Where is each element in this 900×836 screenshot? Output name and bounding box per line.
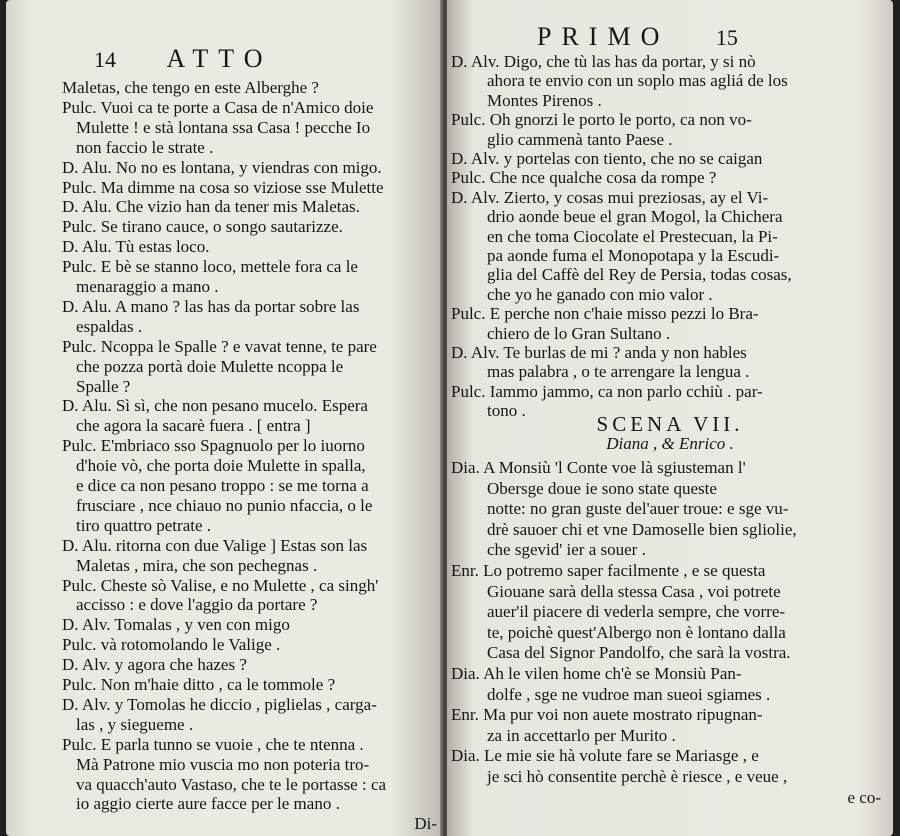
text-line: Pulc. Non m'haie ditto , ca le tommole ?	[62, 675, 336, 694]
text-line: Casa del Signor Pandolfo, che sarà la vostra.	[487, 643, 791, 663]
text-line: che yo he ganado con mio valor .	[487, 284, 713, 304]
text-line: Pulc. Ncoppa le Spalle ? e vavat tenne, te pare	[62, 336, 377, 356]
scene-title: SCENA VII.	[596, 412, 744, 436]
text-line: Pulc. Ma dimme na cosa so viziose sse Mulette	[62, 177, 384, 197]
text-line: ahora te envio con un soplo mas agliá de los	[487, 71, 788, 91]
text-line: e co-	[847, 787, 881, 807]
text-line: D. Alv. y agora che hazes ?	[62, 655, 247, 675]
text-line: tono .	[487, 401, 526, 421]
left-head-title: ATTO	[166, 44, 273, 73]
text-line: Dia. Le mie sie hà volute fare se Mariasge , e	[451, 746, 759, 766]
text-line: D. Alu. No no es lontana, y viendras con migo.	[62, 157, 382, 177]
scene-characters: Diana , & Enrico .	[606, 434, 734, 453]
text-line: Enr. Lo potremo saper facilmente , e se questa	[451, 561, 766, 580]
text-line: menaraggio a mano .	[76, 277, 219, 296]
text-line: non faccio le strate .	[76, 137, 214, 157]
text-line: Di-	[414, 814, 437, 834]
text-line: dolfe , sge ne vudroe man sueoi sgiames .	[487, 684, 771, 704]
text-line: Mà Patrone mio vuscia mo non poteria tro-	[76, 754, 370, 774]
text-line: espaldas .	[76, 316, 143, 336]
text-line: Maletas , mira, che son pechegnas .	[76, 555, 318, 575]
text-line: Pulc. Se tirano cauce, o songo sautarizze.	[62, 217, 343, 237]
text-line: Spalle ?	[76, 376, 131, 396]
text-line: D. Alu. ritorna con due Valige ] Estas son las	[62, 535, 368, 555]
text-line: Dia. A Monsiù 'l Conte voe là sgiusteman l'	[451, 458, 746, 477]
text-line: Montes Pirenos .	[487, 90, 602, 110]
text-line: Pulc. E parla tunno se vuoie , che te ntenna .	[62, 734, 364, 754]
left-page-number: 14	[94, 47, 116, 72]
text-line: Pulc. Vuoi ca te porte a Casa de n'Amico doie	[62, 97, 374, 117]
text-line: che agora la sacarè fuera . [ entra ]	[76, 416, 311, 436]
text-line: Obersge doue ie sono state queste	[487, 478, 717, 498]
text-line: D. Alv. Zierto, y cosas mui preziosas, ay el Vi-	[451, 187, 769, 207]
text-line: va quacch'auto Vastaso, che te le portasse : ca	[76, 774, 387, 794]
text-line: Pulc. và rotomolando le Valige .	[62, 635, 281, 655]
text-line: D. Alv. y portelas con tiento, che no se caigan	[451, 149, 763, 168]
text-line: accisso : e dove l'aggio da portare ?	[76, 595, 318, 615]
text-line: Pulc. Cheste sò Valise, e no Mulette , ca singh'	[62, 575, 379, 595]
text-line: frusciare , nce chiauo no punio nfaccia, o le	[76, 495, 373, 515]
text-line: tiro quattro petrate .	[76, 515, 212, 535]
text-line: en che toma Ciocolate el Prestecuan, la Pi-	[487, 226, 778, 246]
text-line: mas palabra , o te arrengare la lengua .	[487, 362, 750, 382]
text-line: D. Alu. Che vizio han da tener mis Maletas.	[62, 197, 360, 217]
text-line: D. Alu. Sì sì, che non pesano mucelo. Espera	[62, 396, 368, 416]
text-line: D. Alv. Digo, che tù las has da portar, y si nò	[451, 52, 756, 71]
text-line: drè sauoer chi et vne Damoselle bien sgliolie,	[487, 519, 797, 539]
text-line: las , y siegueme .	[76, 714, 194, 734]
text-line: Mulette ! e stà lontana ssa Casa ! pecche Io	[76, 117, 371, 137]
text-line: auer'il piacere di vederla sempre, che vorre-	[487, 602, 786, 622]
text-line: Pulc. E perche non c'haie misso pezzi lo Bra-	[451, 304, 759, 324]
text-line: D. Alv. Tomalas , y ven con migo	[62, 615, 290, 635]
text-line: pa aonde fuma el Monopotapa y la Escudi-	[487, 246, 780, 265]
left-page	[6, 0, 443, 836]
text-line: Dia. Ah le vilen home ch'è se Monsiù Pan-	[451, 664, 742, 683]
text-line: D. Alv. y Tomolas he diccio , piglielas , carga-	[62, 694, 377, 714]
text-line: Enr. Ma pur voi non auete mostrato ripugnan-	[451, 705, 763, 725]
text-line: e dice ca non pesano troppo : se me torna a	[76, 476, 369, 495]
right-page-number: 15	[715, 25, 738, 50]
text-line: Pulc. E bè se stanno loco, mettele fora ca le	[62, 257, 358, 277]
text-line: che pozza portà doie Mulette ncoppa le	[76, 356, 344, 376]
text-line: Giouane sarà della stessa Casa , voi potrete	[487, 581, 781, 601]
text-line: glio cammenà tanto Paese .	[487, 129, 673, 149]
text-line: chiero de lo Gran Sultano .	[487, 323, 671, 343]
text-line: Pulc. Iammo jammo, ca non parlo cchiù . par-	[451, 381, 763, 401]
text-line: glia del Caffè del Rey de Persia, todas cosas,	[487, 265, 792, 285]
text-line: te, poichè quest'Albergo non è lontano dalla	[487, 622, 786, 642]
text-line: Pulc. Oh gnorzi le porto le porto, ca non vo-	[451, 110, 752, 130]
text-line: za in accettarlo per Murito .	[487, 725, 676, 745]
text-line: notte: no gran guste del'auer troue: e sge vu-	[487, 499, 789, 519]
right-head-title: PRIMO	[537, 22, 670, 51]
text-line: Pulc. Che nce qualche cosa da rompe ?	[451, 168, 717, 188]
text-line: d'hoie vò, che porta doie Mulette in spalla,	[76, 456, 366, 476]
text-line: D. Alu. Tù estas loco.	[62, 237, 210, 257]
text-line: che sgevid' ier a souer .	[487, 540, 646, 560]
text-line: Pulc. E'mbriaco sso Spagnuolo per lo iuorno	[62, 436, 365, 456]
text-line: D. Alu. A mano ? las has da portar sobre las	[62, 296, 360, 316]
text-line: io aggio cierte aure facce per le mano .	[76, 794, 340, 814]
right-page	[447, 0, 893, 836]
text-line: drio aonde beue el gran Mogol, la Chichera	[487, 207, 783, 227]
text-line: D. Alv. Te burlas de mi ? anda y non hables	[451, 343, 747, 362]
text-line: je sci hò consentite perchè è riesce , e veue ,	[487, 767, 788, 786]
text-line: Maletas, che tengo en este Alberghe ?	[62, 78, 319, 97]
